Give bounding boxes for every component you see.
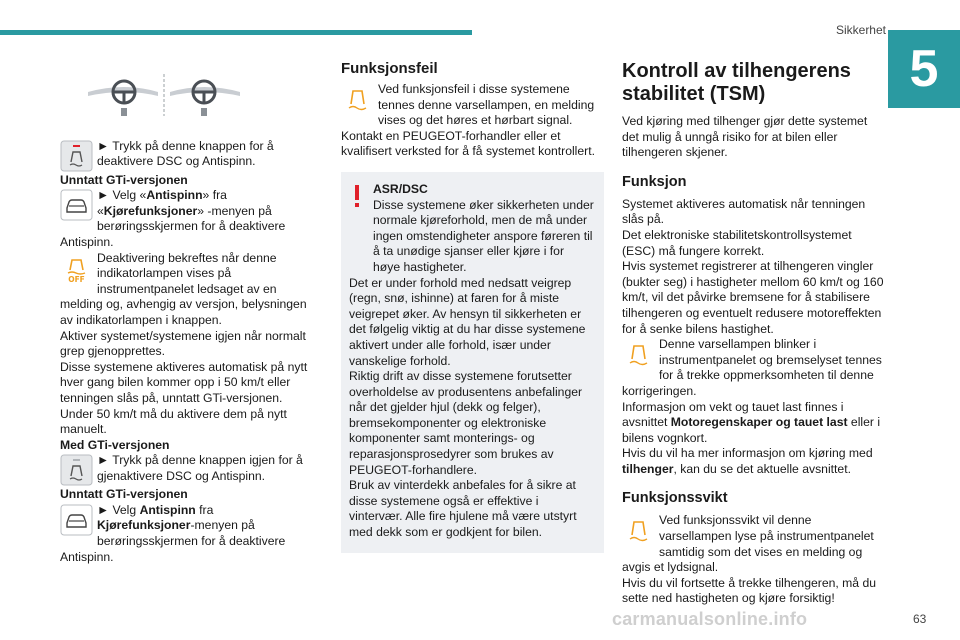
column-1	[60, 60, 310, 565]
car-driving-icon	[60, 504, 93, 536]
section-title: Sikkerhet	[835, 23, 886, 37]
off-label: OFF	[68, 274, 85, 284]
dsc-button-icon	[60, 454, 93, 486]
funksjon-heading: Funksjon	[622, 173, 687, 190]
heading-med-gti: Med GTi-versjonen	[60, 437, 170, 452]
malfunction-lamp-step	[341, 82, 604, 129]
malfunction-text: Ved funksjonsfeil i disse systemene tennes denne varsellampen, en melding vises og det høres et hørbart signal.	[378, 82, 595, 128]
failure-lamp-step	[622, 513, 884, 575]
esc-warning-icon	[341, 83, 374, 115]
chapter-number: 5	[888, 30, 960, 108]
asr-dsc-warning-box	[341, 172, 604, 553]
warning-p2: Det er under forhold med nedsatt veigrep (regn, snø, ishinne) at faren for å miste veigrepet øker. Av hensyn til sikkerheten er det følgelig viktig at du har disse systemene aktivert under alle forhold, især under vanskelige forhold.	[349, 275, 586, 368]
warning-p4: Bruk av vinterdekk anbefales for å sikre at disse systemene også er effektive i vintervær. Alle fire hjulene må være utstyrt med dekk som er godkjent for bilen.	[349, 478, 577, 540]
funksjonsfeil-title: Funksjonsfeil	[341, 60, 438, 77]
contact-dealer-text: Kontakt en PEUGEOT-forhandler eller et kvalifisert verksted for å få systemet kontrollert.	[341, 128, 595, 159]
deactivation-lamp-text: Deaktivering bekreftes når denne indikatorlampen vises på instrumentpanelet ledsaget av en melding og, avhengig av versjon, belysningen av indikatorlampen i knappen.	[60, 250, 307, 327]
heading-unntatt-gti: Unntatt GTi-versjonen	[60, 172, 188, 187]
auto-reactivation-text: Disse systemene aktiveres automatisk på nytt hver gang bilen kommer opp i 50 km/t eller tenningen slås på, unntatt GTi-versjonen.	[60, 359, 308, 405]
deactivation-lamp-step	[60, 251, 310, 329]
page-number: 63	[913, 612, 927, 626]
dsc-button-step	[60, 139, 310, 173]
funksjon-p1: Systemet aktiveres automatisk når tenningen slås på.	[622, 196, 866, 227]
car-driving-icon	[60, 189, 93, 221]
tsm-lamp-step	[622, 337, 884, 399]
dsc-off-warning-icon	[60, 252, 93, 284]
antispinn-menu-text-2: ► Velg Antispinn fra Kjørefunksjoner-menyen på berøringsskjermen for å deaktivere Antispinn.	[60, 502, 286, 564]
antispinn-menu-step-2	[60, 503, 310, 565]
warning-title: ASR/DSC	[373, 181, 428, 196]
tsm-lamp-text: Denne varsellampen blinker i instrumentpanelet og bremselyset tennes for å trekke oppmerksomheten til denne korrigeringen.	[622, 337, 882, 398]
antispinn-menu-text: ► Velg «Antispinn» fra «Kjørefunksjoner» -menyen på berøringsskjermen for å deaktivere Antispinn.	[60, 188, 286, 249]
dsc-reactivate-text: ► Trykk på denne knappen igjen for å gjenaktivere DSC og Antispinn.	[97, 453, 303, 483]
watermark: carmanualsonline.info	[612, 609, 808, 629]
warning-p3: Riktig drift av disse systemene forutsetter overholdelse av produsentens anbefalinger når det gjelder hjul (dekk og felger), bremsekomponenter og elektroniske komponenter samt monterings- og reparasjonsprosedyrer som brukes av PEUGEOT-forhandlere.	[349, 369, 583, 477]
warning-p1: Disse systemene øker sikkerheten under normale kjøreforhold, men de må under ingen omstendigheter anspore føreren til å ta unødige sjanser eller kjøre i for høye hastigheter.	[373, 197, 594, 274]
funksjon-p2: Det elektroniske stabilitetskontrollsystemet (ESC) må fungere korrekt.	[622, 227, 852, 258]
tsm-intro: Ved kjøring med tilhenger gjør dette systemet det mulig å unngå risiko for at bilen eller tilhengeren skjener.	[622, 114, 868, 160]
column-3	[622, 60, 884, 607]
funksjonssvikt-heading: Funksjonssvikt	[622, 490, 728, 507]
tsm-title: Kontroll av tilhengerens stabilitet (TSM)	[622, 60, 851, 105]
funksjon-p6: Hvis du vil ha mer informasjon om kjøring med tilhenger, kan du se det aktuelle avsnittet.	[622, 446, 873, 476]
dsc-button-text: ► Trykk på denne knappen for å deaktivere DSC og Antispinn.	[97, 138, 274, 169]
funksjon-p5: Informasjon om vekt og tauet last finnes i avsnittet Motoregenskaper og tauet last eller i bilens vognkort.	[622, 399, 881, 445]
dsc-reactivate-step	[60, 453, 310, 487]
header-accent-bar	[0, 30, 472, 35]
reactivate-text: Aktiver systemet/systemene igjen når normalt grep gjenopprettes.	[60, 328, 306, 359]
antispinn-menu-step	[60, 188, 310, 250]
esc-warning-icon	[622, 338, 655, 370]
column-2	[341, 60, 604, 553]
funksjon-p3: Hvis systemet registrerer at tilhengeren vingler (bukter seg) i hastigheter mellom 60 km/t og 160 km/t, vil det påvirke bremsene for å stabilisere tilhengeren og eventuelt redusere motoreffekten for å senke bilens hastighet.	[622, 259, 884, 336]
dashboard-illustration	[84, 70, 244, 120]
esc-warning-icon	[622, 514, 655, 546]
heading-unntatt-gti-2: Unntatt GTi-versjonen	[60, 487, 188, 502]
manual-reactivation-text: Under 50 km/t må du aktivere dem på nytt manuelt.	[60, 406, 287, 437]
failure-text: Ved funksjonssvikt vil denne varsellampen lyse på instrumentpanelet samtidig som det vises en melding og avgis et lydsignal.	[622, 513, 874, 575]
dsc-button-icon	[60, 140, 93, 172]
failure-advice: Hvis du vil fortsette å trekke tilhengeren, må du sette ned hastigheten og kjøre forsiktig!	[622, 575, 877, 606]
exclamation-icon	[351, 184, 363, 208]
